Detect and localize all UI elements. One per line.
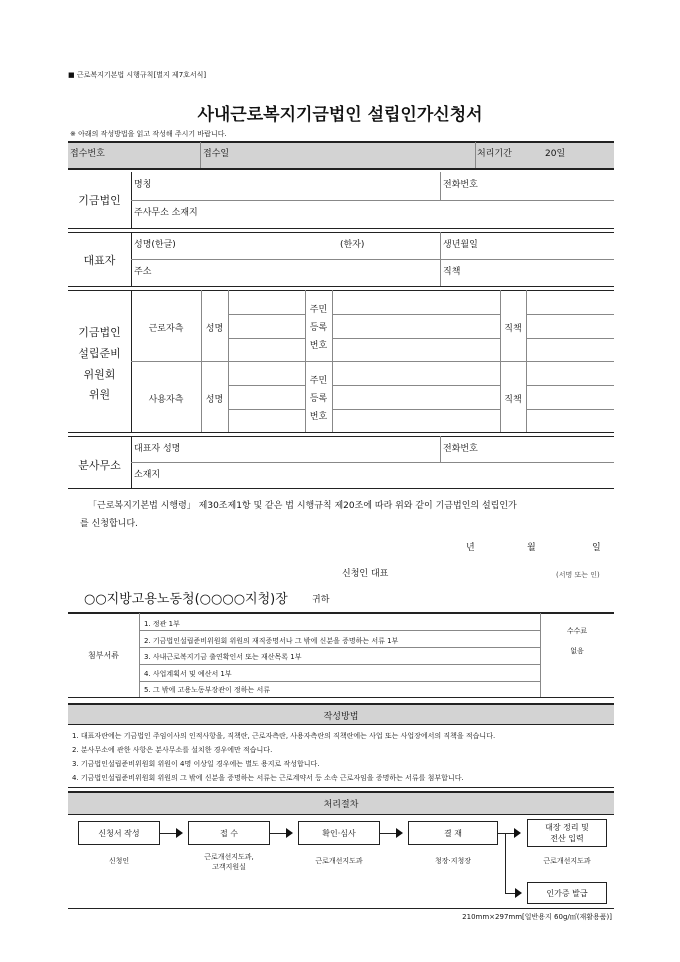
step-receive-actor: 근로개선지도과, 고객지원실 — [204, 853, 254, 871]
method-item-2: 2. 분사무소에 관한 사항은 분사무소를 설치한 경우에만 적습니다. — [72, 746, 273, 754]
employer-rrn-label-2: 등록 — [309, 394, 328, 404]
attachment-item-2: 2. 기금법인설립준비위원회 위원의 재직증명서나 그 밖에 신분을 증명하는 서류 1부 — [144, 637, 399, 645]
employer-name-label: 성명 — [205, 395, 224, 405]
labor-position-label: 직책 — [504, 324, 522, 334]
attachment-item-4: 4. 사업계획서 및 예산서 1부 — [144, 670, 232, 678]
addressee-suffix: 귀하 — [312, 595, 330, 605]
fund-corp-phone-label: 전화번호 — [443, 180, 478, 190]
receipt-number-label: 접수번호 — [70, 149, 105, 159]
employer-position-label: 직책 — [504, 395, 522, 405]
representative-name-korean-label: 성명(한글) — [134, 240, 176, 250]
step-approve-actor: 청장·지청장 — [434, 857, 472, 865]
instruction-note: ※ 아래의 작성방법을 읽고 작성해 주시기 바랍니다. — [70, 130, 227, 138]
step-receive-box: 접 수 — [188, 821, 270, 845]
labor-rrn-label-2: 등록 — [309, 323, 328, 333]
date-day-label: 일 — [592, 543, 601, 553]
applicant-label: 신청인 대표 — [342, 569, 389, 579]
attachment-item-5: 5. 그 밖에 고용노동부장관이 정하는 서류 — [144, 686, 270, 694]
date-year-label: 년 — [466, 543, 475, 553]
step-apply-box: 신청서 작성 — [78, 821, 160, 845]
statement-line-2: 를 신청합니다. — [80, 519, 138, 529]
attachment-item-1: 1. 정관 1부 — [144, 620, 180, 628]
committee-section-label-1: 기금법인 — [78, 326, 121, 339]
representative-position-label: 직책 — [443, 267, 461, 277]
employer-side-label: 사용자측 — [148, 395, 184, 405]
representative-name-chinese-label: (한자) — [340, 240, 365, 250]
branch-phone-label: 전화번호 — [443, 444, 478, 454]
method-item-1: 1. 대표자란에는 기금법인 주임이사의 인적사항을, 직책란, 근로자측란, 사용자측란의 직책란에는 사업 또는 사업장에서의 직책을 적습니다. — [72, 732, 496, 740]
receipt-date-label: 접수일 — [203, 149, 230, 159]
employer-rrn-label-3: 번호 — [309, 412, 328, 422]
method-item-3: 3. 기금법인설립준비위원회 위원이 4명 이상일 경우에는 별도 용지로 작성합니다. — [72, 760, 320, 768]
committee-section-label-2: 설립준비 — [78, 347, 121, 360]
branch-section-label: 분사무소 — [78, 459, 121, 472]
method-item-4: 4. 기금법인설립준비위원회 위원의 그 밖에 신분을 증명하는 서류는 근로계약서 등 소속 근로자임을 증명하는 서류를 첨부합니다. — [72, 774, 464, 782]
step-certificate-box: 인가증 발급 — [527, 882, 607, 904]
labor-side-label: 근로자측 — [148, 324, 184, 334]
committee-section-label-4: 위원 — [88, 388, 111, 401]
method-title: 작성방법 — [323, 712, 359, 722]
page-title: 사내근로복지기금법인 설립인가신청서 — [197, 105, 483, 125]
branch-rep-name-label: 대표자 성명 — [134, 444, 181, 454]
fee-label: 수수료 — [566, 627, 588, 635]
signature-label: (서명 또는 인) — [556, 571, 600, 579]
attachments-label: 첨부서류 — [88, 651, 119, 660]
step-register-actor: 근로개선지도과 — [543, 857, 591, 865]
fund-corp-address-label: 주사무소 소재지 — [134, 208, 198, 218]
representative-birthdate-label: 생년월일 — [443, 240, 478, 250]
processing-period-value: 20일 — [545, 149, 566, 159]
form-reference-note: ■ 근로복지기본법 시행규칙[별지 제7호서식] — [68, 71, 207, 79]
date-month-label: 월 — [527, 543, 536, 553]
paper-size-footer: 210mm×297mm[일반용지 60g/㎡(재활용품)] — [462, 913, 612, 921]
step-apply-actor: 신청인 — [108, 857, 130, 865]
step-approve-box: 결 재 — [408, 821, 498, 845]
representative-section-label: 대표자 — [83, 254, 116, 267]
committee-section-label-3: 위원회 — [83, 368, 116, 381]
step-review-box: 확인·심사 — [298, 821, 380, 845]
fee-value: 없음 — [570, 647, 584, 655]
fund-corp-name-label: 명칭 — [134, 180, 152, 190]
receipt-row — [68, 142, 614, 168]
step-review-actor: 근로개선지도과 — [315, 857, 363, 865]
fund-corp-section-label: 기금법인 — [78, 194, 121, 207]
labor-name-label: 성명 — [205, 324, 224, 334]
labor-rrn-label-1: 주민 — [309, 305, 328, 315]
attachment-item-3: 3. 사내근로복지기금 출연확인서 또는 재산목록 1부 — [144, 653, 302, 661]
processing-period-label: 처리기간 — [477, 149, 512, 159]
labor-rrn-label-3: 번호 — [309, 341, 328, 351]
addressee: ○○지방고용노동청(○○○○지청)장 — [84, 592, 288, 607]
representative-address-label: 주소 — [134, 267, 152, 277]
step-register-box: 대장 정리 및 전산 입력 — [527, 819, 607, 847]
employer-rrn-label-1: 주민 — [309, 376, 328, 386]
procedure-title: 처리절차 — [323, 800, 359, 810]
statement-line-1: 「근로복지기본법 시행령」 제30조제1항 및 같은 법 시행규칙 제20조에 따라 위와 같이 기금법인의 설립인가 — [88, 501, 517, 511]
branch-location-label: 소재지 — [134, 470, 161, 480]
